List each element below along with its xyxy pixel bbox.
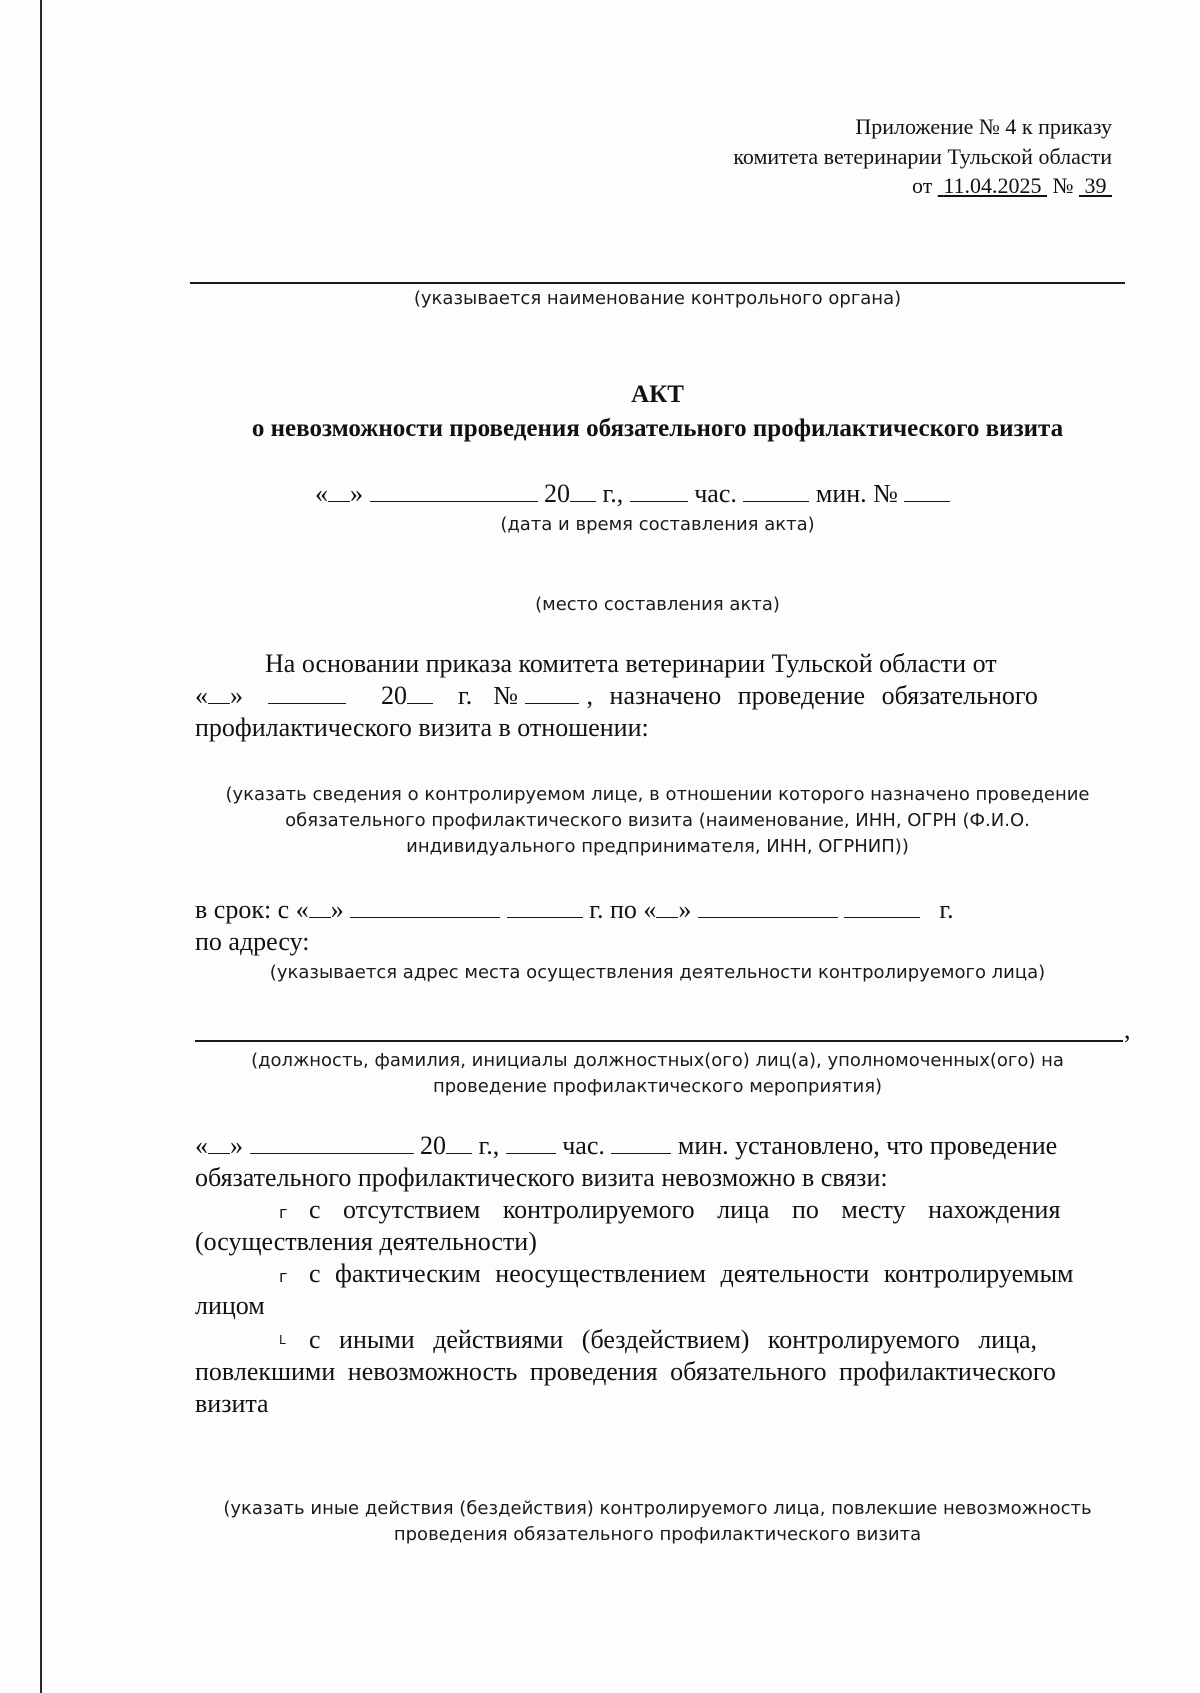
reason-1-checkbox-icon[interactable]: г [279,1203,288,1222]
basis-day-blank [208,681,230,704]
act-subtitle: о невозможности проведения обязательного профилактического визита [251,415,1064,442]
reason-3-line-3: визита [195,1389,269,1418]
term-end-year-blank [844,895,920,918]
hour-blank [630,479,688,502]
established-month-blank [250,1131,414,1154]
basis-number-blank [525,681,579,704]
number-prefix: № [1052,173,1074,198]
reason-3-line-2: повлекшими невозможность проведения обязательного профилактического [195,1357,1056,1386]
minute-blank [743,479,809,502]
reason-1-line-2: (осуществления деятельности) [195,1227,537,1256]
other-actions-caption-2: проведения обязательного профилактического визита [393,1524,922,1545]
officials-comma: , [1124,1015,1131,1044]
appendix-line-3 [912,171,1112,201]
address-caption: (указывается адрес места осуществления деятельности контролируемого лица) [269,962,1046,983]
controlled-person-caption-2: обязательного профилактического визита (наименование, ИНН, ОГРН (Ф.И.О. [285,810,1030,831]
datetime-line: « » 20 г., час. мин. № [315,478,950,510]
appendix-line-2 [733,142,1112,172]
term-start-day-blank [309,895,331,918]
basis-line-3: профилактического визита в отношении: [195,713,649,742]
term-start-year-blank [507,895,583,918]
datetime-caption: (дата и время составления акта) [500,514,815,535]
basis-month-blank [268,681,346,704]
basis-line-2: « » 20 г. № , назначено проведение обязательного [195,681,1038,710]
year-blank [570,479,596,502]
appendix-line-1 [855,112,1112,142]
established-day-blank [208,1131,230,1154]
reason-2-line-2: лицом [195,1291,265,1320]
appendix-title: Приложение № 4 к приказу [855,114,1112,139]
basis-line-1: На основании приказа комитета ветеринарии Тульской области от [265,649,997,678]
order-number: 39 [1084,173,1107,198]
officials-caption-1: (должность, фамилия, инициалы должностных(ого) лиц(а), уполномоченных(ого) на [251,1050,1064,1071]
officials-line [195,1040,1123,1042]
established-minute-blank [611,1131,671,1154]
term-start-month-blank [350,895,500,918]
established-line-1: « » 20 г., час. мин. установлено, что проведение [195,1131,1058,1160]
term-end-day-blank [656,895,678,918]
term-end-month-blank [698,895,838,918]
act-title: АКТ [631,381,684,408]
established-line-2: обязательного профилактического визита невозможно в связи: [195,1163,888,1192]
term-line: в срок: с « » г. по « » г. [195,895,954,924]
reason-3-checkbox-icon[interactable]: L [279,1333,286,1347]
other-actions-caption-1: (указать иные действия (бездействия) контролируемого лица, повлекшие невозможность [223,1498,1092,1519]
basis-year-blank [407,681,433,704]
order-date: 11.04.2025 [943,173,1042,198]
reason-2: г с фактическим неосуществлением деятельности контролируемым [195,1258,1130,1293]
month-blank [370,479,538,502]
controlled-person-caption-3: индивидуального предпринимателя, ИНН, ОГРНИП)) [406,836,909,857]
established-year-blank [446,1131,472,1154]
address-label: по адресу: [195,927,310,956]
appendix-committee: комитета ветеринарии Тульской области [733,144,1112,169]
day-blank [328,479,350,502]
established-hour-blank [506,1131,556,1154]
act-number-blank [904,479,950,502]
reason-2-checkbox-icon[interactable]: г [279,1267,288,1286]
control-body-caption: (указывается наименование контрольного органа) [413,288,902,309]
control-body-line [190,282,1125,284]
reason-1: г с отсутствием контролируемого лица по месту нахождения [195,1194,1130,1229]
controlled-person-caption-1: (указать сведения о контролируемом лице, в отношении которого назначено проведение [225,784,1090,805]
officials-caption-2: проведение профилактического мероприятия) [432,1076,883,1097]
reason-3: L с иными действиями (бездействием) контролируемого лица, [279,1325,1038,1354]
place-caption: (место составления акта) [535,594,780,615]
date-prefix: от [911,173,933,198]
binding-line [40,0,42,1693]
